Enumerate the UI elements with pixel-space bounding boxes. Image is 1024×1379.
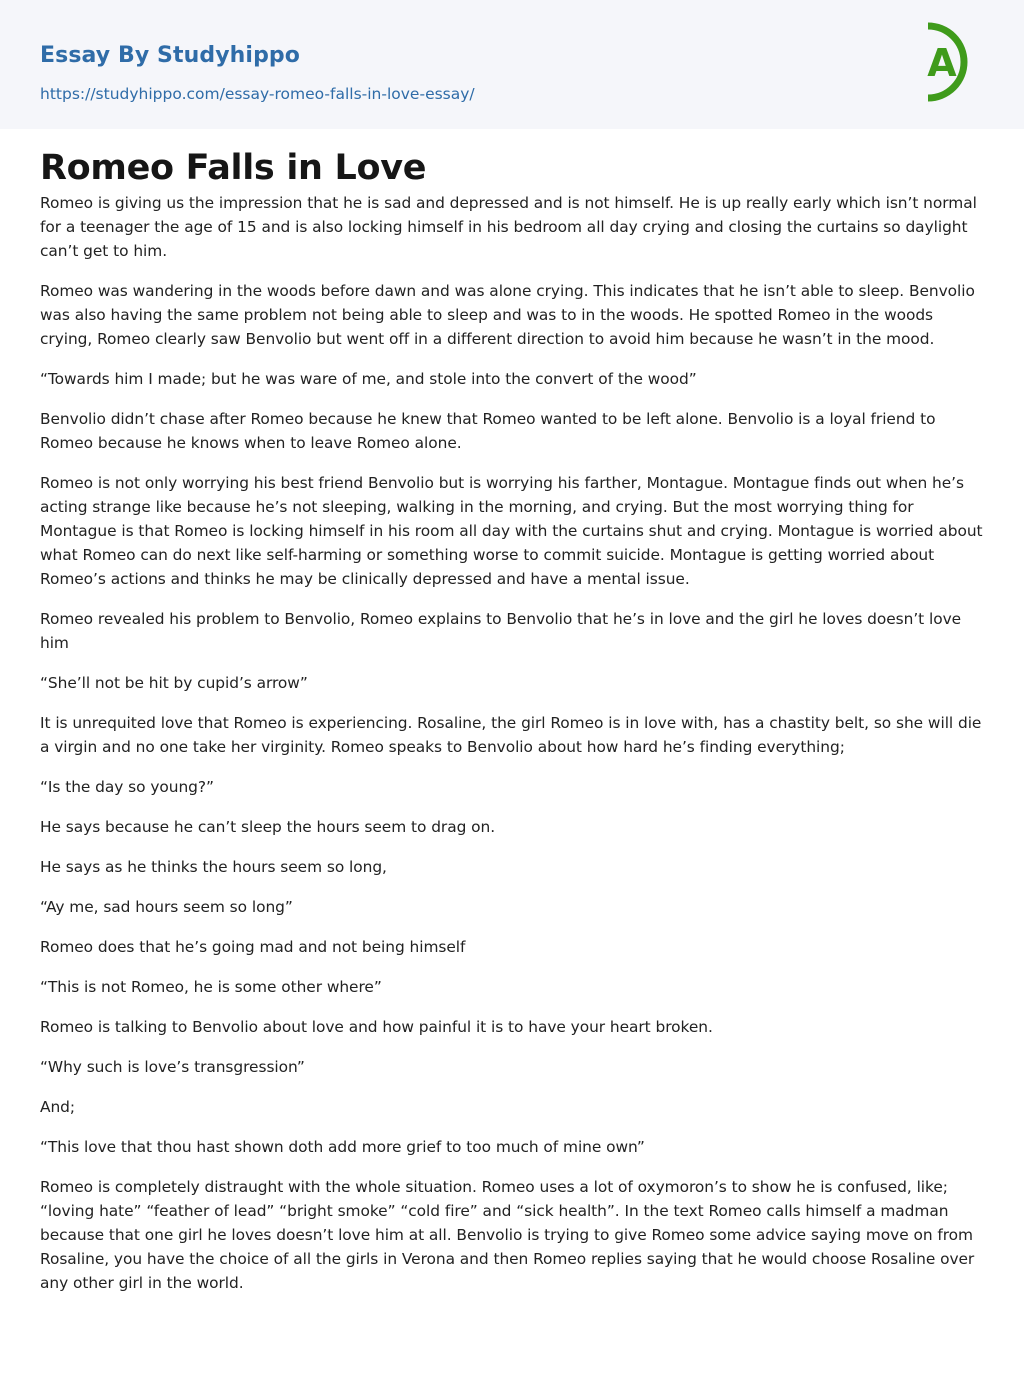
essay-paragraph: “Is the day so young?” <box>40 778 214 796</box>
essay-body <box>40 191 984 1295</box>
essay-paragraph: “This is not Romeo, he is some other where” <box>40 978 382 996</box>
essay-paragraph: Romeo is talking to Benvolio about love and how painful it is to have your heart broken. <box>40 1018 713 1036</box>
essay-paragraph: Romeo does that he’s going mad and not being himself <box>40 938 466 956</box>
essay-paragraph: “Towards him I made; but he was ware of me, and stole into the convert of the wood” <box>40 370 697 388</box>
essay-paragraph: Romeo is giving us the impression that he is sad and depressed and is not himself. He is up really early which isn’t normal for a teenager the age of 15 and is also locking himself in his bedroom all day crying and closing the curtains so daylight can’t get to him. <box>40 194 977 260</box>
essay-paragraph: It is unrequited love that Romeo is experiencing. Rosaline, the girl Romeo is in love with, has a chastity belt, so she will die a virgin and no one take her virginity. Romeo speaks to Benvolio about how hard he’s finding everything; <box>40 714 982 756</box>
essay-paragraph: “Ay me, sad hours seem so long” <box>40 898 293 916</box>
brand-title[interactable]: Essay By Studyhippo <box>40 43 300 68</box>
essay-paragraph: Romeo revealed his problem to Benvolio, Romeo explains to Benvolio that he’s in love and the girl he loves doesn’t love him <box>40 610 962 652</box>
essay-paragraph: “This love that thou hast shown doth add more grief to too much of mine own” <box>40 1138 645 1156</box>
essay-paragraph: Romeo is completely distraught with the whole situation. Romeo uses a lot of oxymoron’s to show he is confused, like; “loving hate” “feather of lead” “bright smoke” “cold fire” and “sick health”. In the text Romeo calls himself a madman because that one girl he loves doesn’t love him at all. Benvolio is trying to give Romeo some advice saying move on from Rosaline, you have the choice of all the girls in Verona and then Romeo replies saying that he would choose Rosaline over any other girl in the world. <box>40 1178 975 1292</box>
essay-paragraph: He says because he can’t sleep the hours seem to drag on. <box>40 818 496 836</box>
essay-paragraph: And; <box>40 1098 76 1116</box>
essay-paragraph: Benvolio didn’t chase after Romeo because he knew that Romeo wanted to be left alone. Benvolio is a loyal friend to Romeo because he knows when to leave Romeo alone. <box>40 410 936 452</box>
essay-paragraph: “Why such is love’s transgression” <box>40 1058 305 1076</box>
essay-paragraph: Romeo was wandering in the woods before dawn and was alone crying. This indicates that he isn’t able to sleep. Benvolio was also having the same problem not being able to sleep and was to in the woods. He spotted Romeo in the woods crying, Romeo clearly saw Benvolio but went off in a different direction to avoid him because he wasn’t in the mood. <box>40 282 975 348</box>
essay-paragraph: Romeo is not only worrying his best friend Benvolio but is worrying his farther, Montague. Montague finds out when he’s acting strange like because he’s not sleeping, walking in the morning, and crying. But the most worrying thing for Montague is that Romeo is locking himself in his room all day with the curtains shut and crying. Montague is worried about what Romeo can do next like self-harming or something worse to commit suicide. Montague is getting worried about Romeo’s actions and thinks he may be clinically depressed and have a mental issue. <box>40 474 983 588</box>
essay-content <box>0 129 1024 1295</box>
studyhippo-logo-icon[interactable] <box>914 18 986 106</box>
essay-title: Romeo Falls in Love <box>40 148 427 188</box>
essay-paragraph: He says as he thinks the hours seem so long, <box>40 858 387 876</box>
essay-url-link[interactable]: https://studyhippo.com/essay-romeo-falls-in-love-essay/ <box>40 85 475 103</box>
site-header <box>0 0 1024 129</box>
logo-letter: A <box>927 41 957 85</box>
essay-paragraph: “She’ll not be hit by cupid’s arrow” <box>40 674 308 692</box>
